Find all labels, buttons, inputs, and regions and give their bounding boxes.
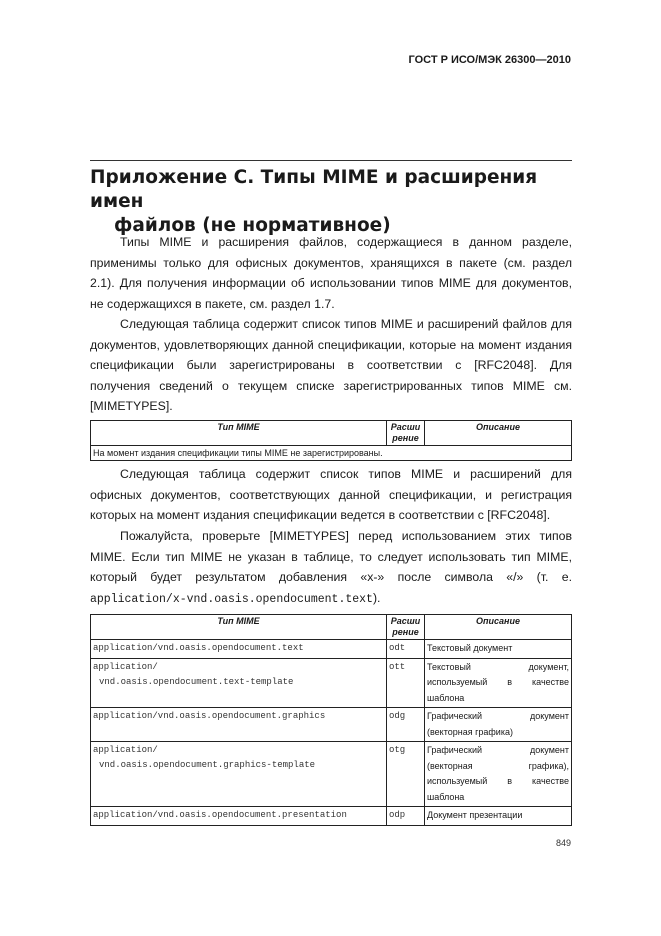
mime-table-registered [90, 420, 572, 461]
description-cell [425, 742, 572, 807]
mime-type-cell: application/vnd.oasis.opendocument.graphics [91, 708, 387, 742]
extension-cell: ott [387, 658, 425, 708]
description-cell: Текстовый документ [425, 640, 572, 659]
extension-cell: odt [387, 640, 425, 659]
table2-header-ext: Расши рение [387, 615, 425, 640]
mime-type-cell [91, 658, 387, 708]
table2-header-mime: Тип MIME [91, 615, 387, 640]
mime-table-pending [90, 614, 572, 826]
desc-line-3: используемый в качестве [427, 776, 569, 786]
p2-line-1: Следующая таблица содержит список типов MIME и расширений файлов для [120, 317, 572, 331]
p2-line-5: [MIMETYPES]. [90, 399, 173, 413]
table-row [91, 658, 572, 708]
mime-type-cell [91, 742, 387, 807]
mime-type-cell: application/vnd.oasis.opendocument.text [91, 640, 387, 659]
extension-cell: odg [387, 708, 425, 742]
document-id-header: ГОСТ Р ИСО/МЭК 26300—2010 [408, 54, 571, 66]
table1-note: На момент издания спецификации типы MIME не зарегистрированы. [91, 446, 572, 461]
paragraph-3 [90, 464, 572, 526]
table2-header-desc: Описание [425, 615, 572, 640]
table1-header-mime: Тип MIME [91, 421, 387, 446]
desc-line-3: шаблона [427, 692, 465, 703]
table1-header-ext: Расши рение [387, 421, 425, 446]
table-row [91, 708, 572, 742]
table-row [91, 807, 572, 826]
description-cell: Документ презентации [425, 807, 572, 826]
desc-line-1: Графический документ [427, 711, 569, 721]
p1-line-1: Типы MIME и расширения файлов, содержащиеся в данном разделе, [120, 235, 572, 249]
p4-end: ). [372, 590, 381, 605]
p4-line-2: MIME. Если тип MIME не указан в таблице, то следует использовать тип MIME, [90, 549, 572, 564]
table-row [91, 742, 572, 807]
title-line-2: файлов (не нормативное) [114, 215, 391, 236]
p2-line-3: спецификации были зарегистрированы в соответствии с [RFC2048]. Для [90, 358, 572, 372]
p2-line-4: получения сведений о текущем списке зарегистрированных типов MIME см. [90, 378, 572, 393]
paragraph-2 [90, 314, 572, 417]
extension-cell: otg [387, 742, 425, 807]
title-rule [90, 160, 572, 161]
p1-line-2: применимы только для офисных документов, хранящихся в пакете (см. раздел [90, 255, 572, 270]
paragraph-4 [90, 526, 572, 610]
mime-line-1: application/ [93, 661, 158, 672]
mime-line-2: vnd.oasis.opendocument.graphics-template [99, 760, 316, 770]
p4-line-3: который будет результатом добавления «x-» после символа «/» (т. е. [90, 570, 572, 584]
description-cell [425, 708, 572, 742]
mime-line-2: vnd.oasis.opendocument.text-template [99, 676, 294, 687]
p1-line-3: 2.1). Для получения информации об использовании типов MIME для документов, [90, 276, 572, 290]
desc-line-2: (векторная графика), [427, 760, 569, 771]
desc-line-1: Текстовый документ, [427, 661, 569, 672]
p3-line-3: которых на момент издания спецификации ведется в соответствии с [RFC2048]. [90, 508, 551, 522]
table1-header-desc: Описание [425, 421, 572, 446]
table-row [91, 640, 572, 659]
p2-line-2: документов, удовлетворяющих данной спецификации, которые на момент издания [90, 337, 572, 352]
page-number: 849 [555, 838, 571, 848]
mime-type-cell: application/vnd.oasis.opendocument.presentation [91, 807, 387, 826]
desc-line-2: используемый в качестве [427, 677, 569, 687]
appendix-title [90, 166, 572, 238]
paragraph-1 [90, 232, 572, 314]
extension-cell: odp [387, 807, 425, 826]
p4-line-1: Пожалуйста, проверьте [MIMETYPES] перед использованием этих типов [120, 529, 572, 543]
p1-line-4: не содержащихся в пакете, см. раздел 1.7. [90, 296, 335, 311]
desc-line-4: шаблона [427, 791, 465, 802]
p4-line-4 [90, 588, 572, 611]
description-cell [425, 658, 572, 708]
title-line-1: Приложение С. Типы MIME и расширения имен [90, 167, 538, 212]
p4-code-example: application/x-vnd.oasis.opendocument.text [90, 592, 373, 606]
mime-line-1: application/ [93, 745, 158, 755]
p3-line-1: Следующая таблица содержит список типов MIME и расширений для [120, 467, 572, 481]
p3-line-2: офисных документов, соответствующих данной спецификации, и регистрация [90, 487, 572, 502]
desc-line-1: Графический документ [427, 745, 569, 755]
desc-line-2: (векторная графика) [427, 726, 513, 737]
